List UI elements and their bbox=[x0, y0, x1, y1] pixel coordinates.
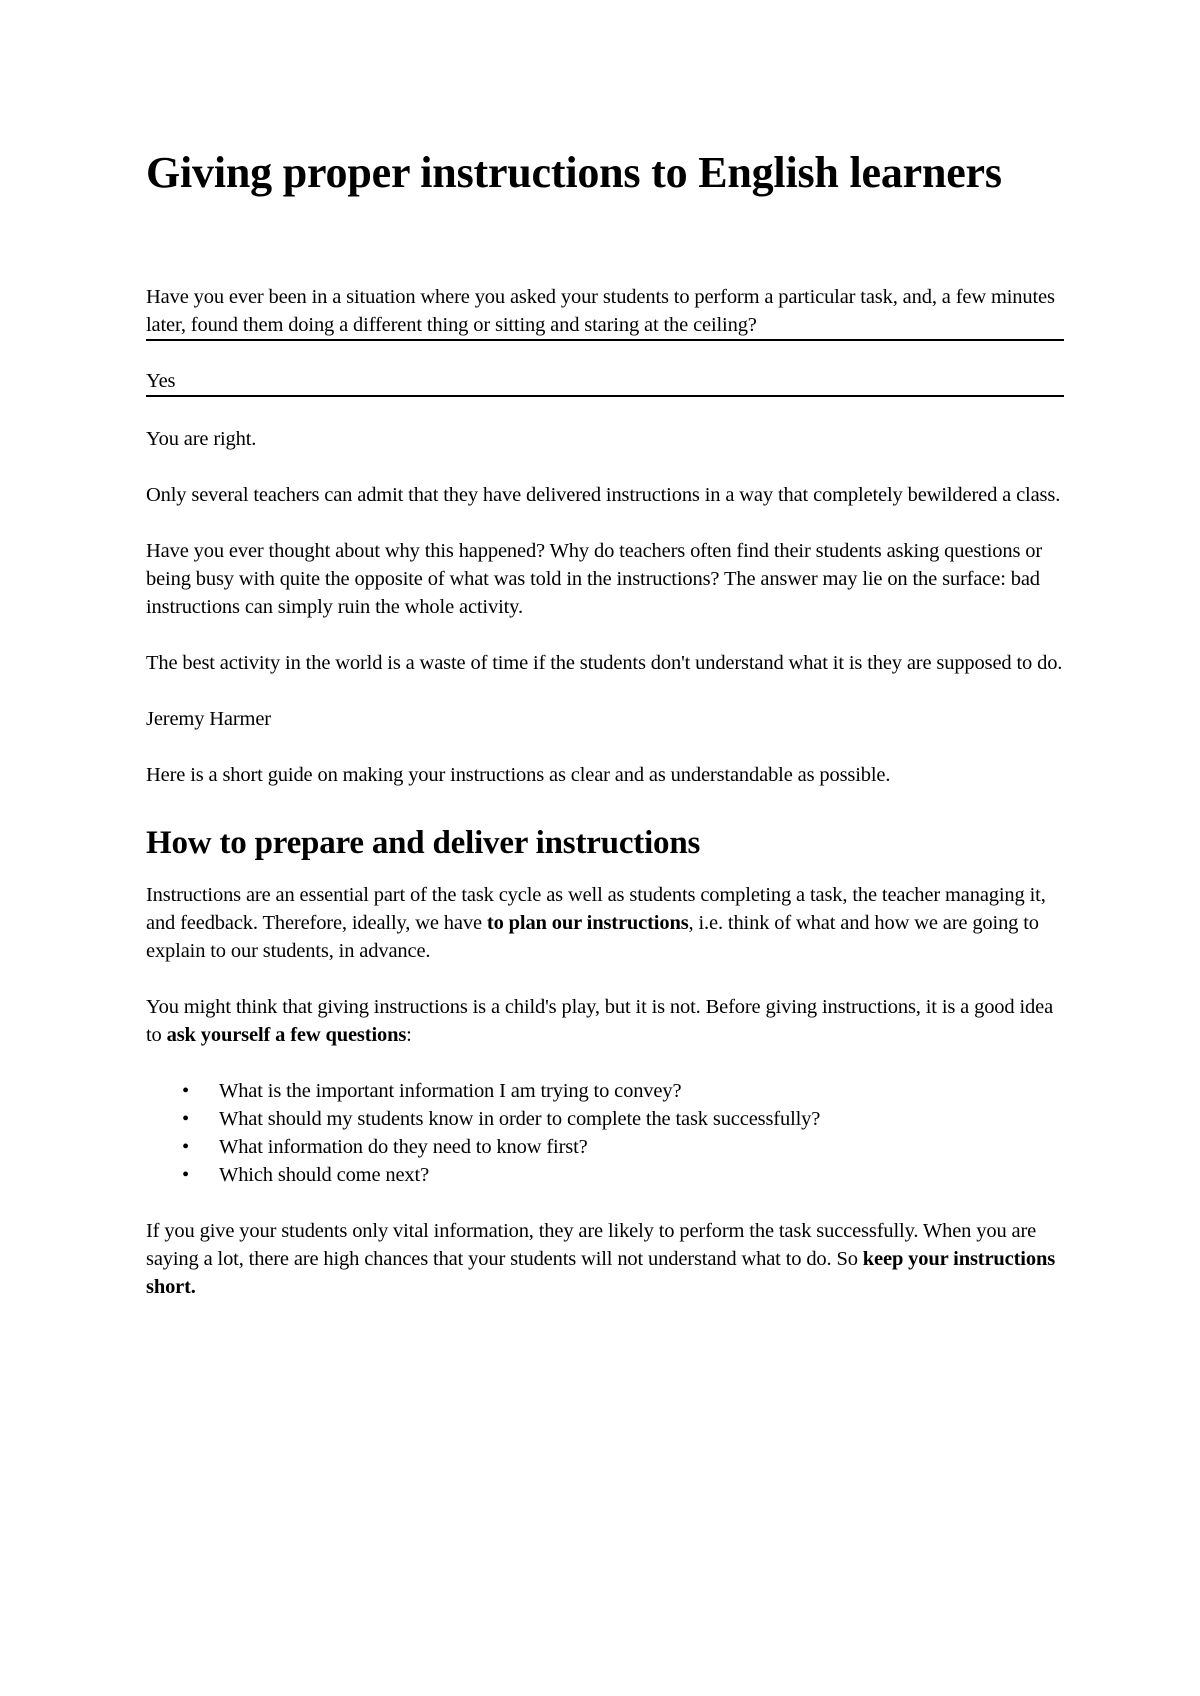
list-item-text: What is the important information I am trying to convey? bbox=[219, 1080, 682, 1102]
bullet-icon: • bbox=[182, 1080, 190, 1102]
document-page bbox=[146, 145, 1064, 1301]
section-paragraph-plan bbox=[146, 881, 1064, 965]
list-item-text: What information do they need to know first? bbox=[219, 1136, 588, 1158]
guide-intro: Here is a short guide on making your instructions as clear and as understandable as possible. bbox=[146, 764, 891, 786]
list-item bbox=[146, 1105, 1064, 1133]
paragraph-why: Have you ever thought about why this happened? Why do teachers often find their students asking questions or being busy with quite the opposite of what was told in the instructions? The answer may lie on the surface: bad instructions can simply ruin the whole activity. bbox=[146, 540, 1043, 618]
document-title: Giving proper instructions to English learners bbox=[146, 148, 1002, 197]
questions-text-start: You might think that giving instructions is a child's play, but it is not. Before giving instructions, it is a good idea to bbox=[146, 996, 1054, 1046]
plan-text-start: Instructions are an essential part of the task cycle as well as students completing a task, the teacher managing it, and feedback. Therefore, ideally, we have bbox=[146, 884, 1046, 934]
intro-question: Have you ever been in a situation where you asked your students to perform a particular task, and, a few minutes later, found them doing a different thing or sitting and staring at the ceiling? bbox=[146, 283, 1064, 341]
section-paragraph-questions bbox=[146, 993, 1064, 1049]
plan-text-bold: to plan our instructions bbox=[486, 912, 689, 934]
short-text-start: If you give your students only vital information, they are likely to perform the task successfully. When you are saying a lot, there are high chances that your students will not understand what to do. So bbox=[146, 1220, 1037, 1270]
quote-author: Jeremy Harmer bbox=[146, 708, 271, 730]
quote-text: The best activity in the world is a waste of time if the students don't understand what it is they are supposed to do. bbox=[146, 652, 1063, 674]
section-heading: How to prepare and deliver instructions bbox=[146, 825, 701, 861]
list-item bbox=[146, 1133, 1064, 1161]
bullet-icon: • bbox=[182, 1136, 190, 1158]
section-paragraph-short bbox=[146, 1217, 1064, 1301]
short-text-bold: keep your instructions short. bbox=[146, 1248, 1056, 1298]
list-item-text: What should my students know in order to complete the task successfully? bbox=[219, 1108, 821, 1130]
answer-field[interactable]: Yes bbox=[146, 367, 1064, 397]
paragraph-admit: Only several teachers can admit that they have delivered instructions in a way that completely bewildered a class. bbox=[146, 484, 1061, 506]
bullet-icon: • bbox=[182, 1108, 190, 1130]
response-text: You are right. bbox=[146, 428, 257, 450]
question-list bbox=[146, 1077, 1064, 1189]
list-item bbox=[146, 1161, 1064, 1189]
questions-text-bold: ask yourself a few questions bbox=[166, 1024, 407, 1046]
questions-text-end: : bbox=[406, 1024, 412, 1046]
list-item-text: Which should come next? bbox=[219, 1164, 430, 1186]
list-item bbox=[146, 1077, 1064, 1105]
bullet-icon: • bbox=[182, 1164, 190, 1186]
plan-text-end: , i.e. think of what and how we are going to explain to our students, in advance. bbox=[146, 912, 1039, 962]
